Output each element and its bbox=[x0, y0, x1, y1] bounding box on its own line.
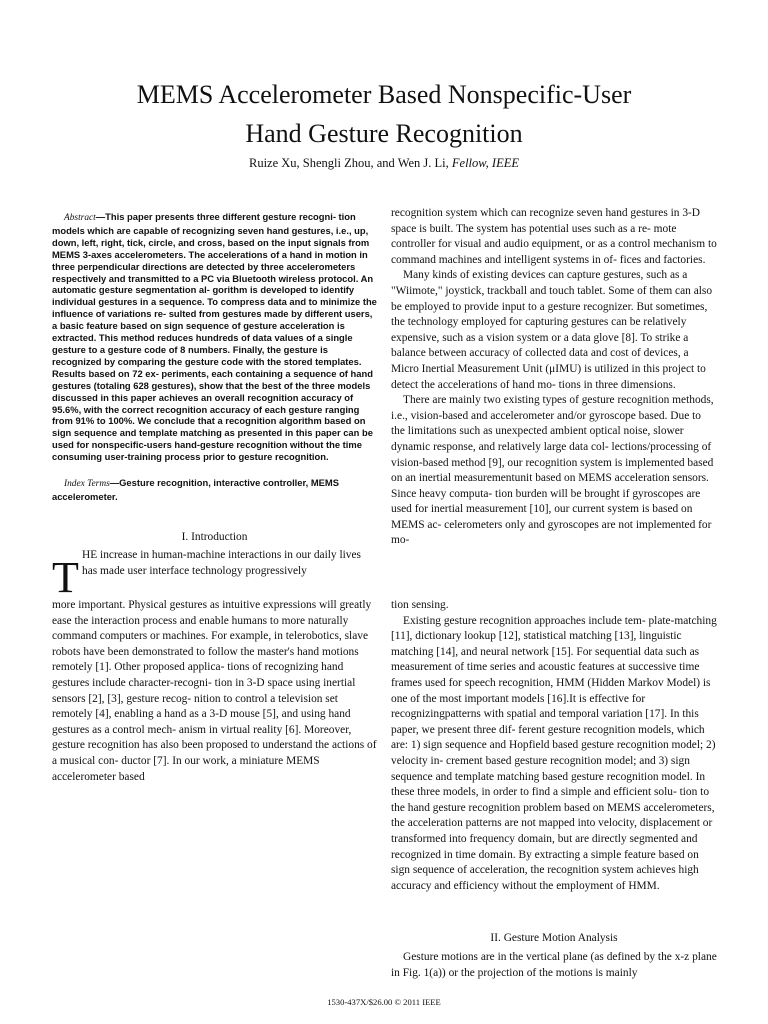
abstract bbox=[52, 211, 377, 463]
abstract-label: Abstract bbox=[64, 213, 96, 223]
section-2-heading: II. Gesture Motion Analysis bbox=[490, 932, 618, 944]
index-terms-text: —Gesture recognition, interactive controller, MEMS accelerometer. bbox=[52, 477, 339, 502]
author-names: Ruize Xu, Shengli Zhou, and Wen J. Li, bbox=[248, 156, 449, 170]
section-1-heading: I. Introduction bbox=[181, 531, 248, 543]
intro-first-lines: HE increase in human-machine interactions in our daily lives has made user interface technology progressively bbox=[82, 549, 361, 577]
right-column-upper bbox=[391, 206, 717, 549]
author-line bbox=[40, 156, 728, 171]
author-affiliation: Fellow, IEEE bbox=[451, 156, 519, 170]
copyright-footer: 1530-437X/$26.00 © 2011 IEEE bbox=[327, 997, 441, 1007]
section-2-text: Gesture motions are in the vertical plane (as defined by the x-z plane in Fig. 1(a)) or the projection of the motions is mainly bbox=[391, 951, 717, 979]
right-paragraph-4: Existing gesture recognition approaches include tem- plate-matching [11], dictionary lookup [12], statistical matching [13], linguistic matching [14], and neural network [15]. For sequential data such as measurement of time series and acoustic features at successive time frames used for speech recognition, HMM (Hidden Markov Model) is one of the most important models [16].It is effective for recognizingpatterns with spatial and temporal variation [17]. In this paper, we present three dif- ferent gesture recognition models, which are: 1) sign sequence and Hopfield based gesture recognition model; 2) velocity in- crement based gesture recognition model; and 3) sign sequence and template matching based gesture recognition model. In these three models, in order to find a simple and efficient solu- tion to the hand gesture recognition problem based on MEMS accelerometers, the acceleration patterns are not mapped into velocity, displacement or transformed into frequency domain, but are directly segmented and recognized in time domain. By extracting a simple feature based on sign sequence of acceleration, the recognition system achieves high accuracy and efficiency without the employment of HMM. bbox=[391, 614, 717, 892]
right-paragraph-1: recognition system which can recognize seven hand gestures in 3-D space is built. The system has potential uses such as a re- mote controller for visual and audio equipment, or as a control mechanism to command machines and intelligent systems in of- fices and factories. bbox=[391, 207, 717, 266]
abstract-text: —This paper presents three different gesture recogni- tion models which are capable of recognizing seven hand gestures, i.e., up, down, left, right, tick, circle, and cross, based on the input signals from MEMS 3-axes accelerometers. The accelerations of a hand in motion in three perpendicular directions are detected by three accelerometers respectively and transmitted to a PC via Bluetooth wireless protocol. An automatic gesture segmentation al- gorithm is developed to identify individual gestures in a sequence. To compress data and to minimize the influence of variations re- sulted from gestures made by different users, a basic feature based on sign sequence of gesture acceleration is extracted. This method reduces hundreds of data values of a single gesture to a gesture code of 8 numbers. Finally, the gesture is recognized by comparing the gesture code with the stored templates. Results based on 72 ex- periments, each containing a sequence of hand gestures (totaling 628 gestures), show that the best of the three models discussed in this paper achieves an overall recognition accuracy of 95.6%, with the correct recognition accuracy of each gesture ranging from 91% to 100%. We conclude that a recognition algorithm based on sign sequence and template matching as presented in this paper can be used for nonspecific-users hand-gesture recognition without the time consuming user-training process prior to gesture recognition. bbox=[52, 211, 377, 463]
right-column-lower bbox=[391, 598, 717, 894]
right-paragraph-2a: Many kinds of existing devices can capture gestures, such as a "Wiimote," joystick, trackball and touch tablet. Some of them can also be employed to provide input to a gesture recognizer. But sometimes, the technology employed for capturing gestures can be relatively expensive, such as a vision system or a data glove [8]. To strike a balance between accuracy of collected data and cost of devices, a Micro Inertial Measurement Unit bbox=[391, 269, 713, 375]
right-paragraph-2b: is utilized in this project to detect the accelerations of hand mo- tions in three dimensions. bbox=[391, 362, 706, 391]
right-paragraph-2 bbox=[391, 268, 717, 393]
right-paragraph-3: There are mainly two existing types of gesture recognition methods, i.e., vision-based and accelerometer and/or gyroscope based. Due to the limitations such as unexpected ambient optical noise, slower dynamic response, and relatively large data col- lections/processing of vision-based method [9], our recognition system is implemented based on an inertial measurementunit based on MEMS acceleration sensors. Since heavy computa- tion burden will be brought if gyroscopes are used for inertial measurement [10], our current system is based on MEMS ac- celerometers only and gyroscopes are not implemented for mo- bbox=[391, 394, 714, 547]
paper-title-line-1: MEMS Accelerometer Based Nonspecific-User bbox=[136, 80, 632, 109]
index-terms bbox=[52, 477, 377, 503]
paper-title-line-2: Hand Gesture Recognition bbox=[245, 119, 523, 148]
intro-paragraph: more important. Physical gestures as intuitive expressions will greatly ease the interaction process and enable humans to more naturally command computers or machines. For example, in telerobotics, slave robots have been demonstrated to follow the master's hand motions remotely [1]. Other proposed applica- tions of recognizing hand gestures include character-recogni- tion in 3-D space using inertial sensors [2], [3], gesture recog- nition to control a television set remotely [4], enabling a hand as a 3-D mouse [5], and using hand gestures as a control mech- anism in virtual reality [6]. Moreover, gesture recognition has also been proposed to understand the actions of a musical con- ductor [7]. In our work, a miniature MEMS accelerometer based bbox=[52, 599, 377, 783]
index-terms-label: Index Terms bbox=[64, 479, 110, 489]
drop-cap: T bbox=[52, 553, 79, 602]
imu-abbrev: (μIMU) bbox=[545, 362, 582, 375]
right-paragraph-3-end: tion sensing. bbox=[391, 599, 449, 611]
